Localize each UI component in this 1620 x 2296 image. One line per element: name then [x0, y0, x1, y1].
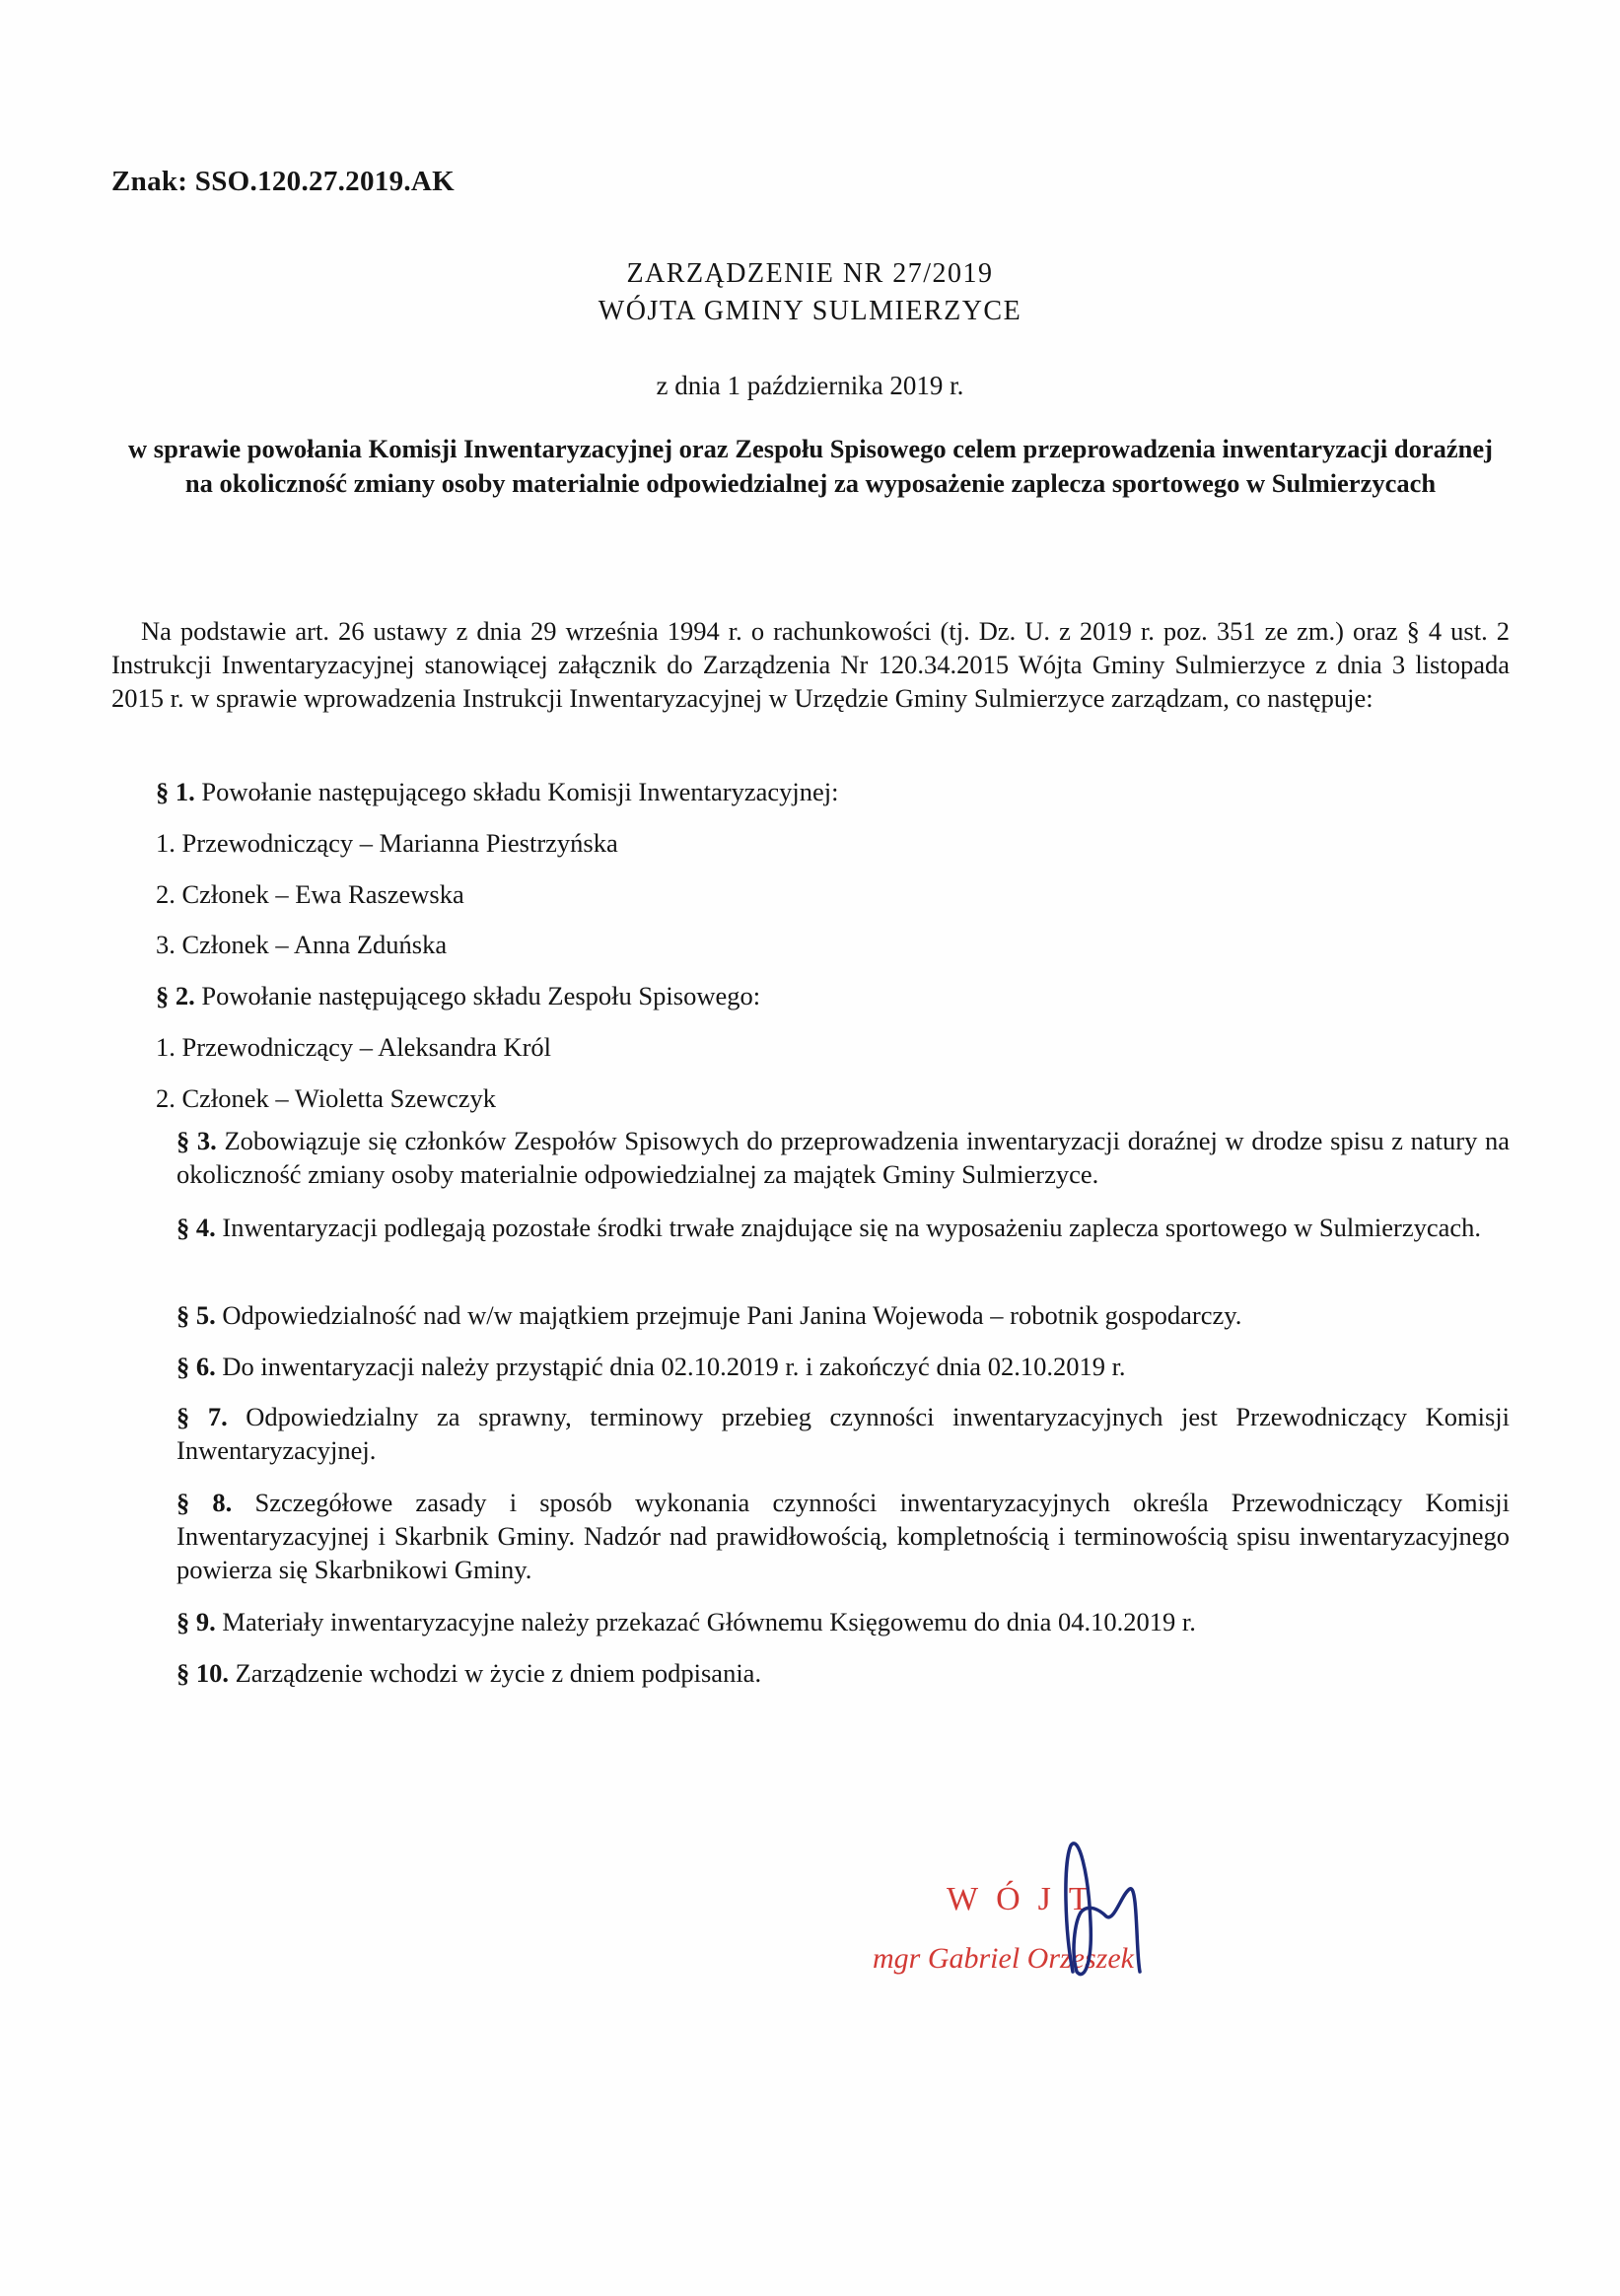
- signature-stroke: [1066, 1844, 1140, 1975]
- section-text: Materiały inwentaryzacyjne należy przekazać Głównemu Księgowemu do dnia 04.10.2019 r.: [222, 1607, 1196, 1636]
- section-number: § 1.: [156, 777, 195, 806]
- section-number: § 8.: [176, 1488, 233, 1517]
- section-number: § 6.: [176, 1352, 216, 1381]
- section-number: § 4.: [176, 1213, 216, 1242]
- section-8: [111, 1486, 1510, 1586]
- section-9: [111, 1605, 1510, 1638]
- section-5: [111, 1298, 1510, 1332]
- section-10: [111, 1656, 1510, 1690]
- section-2: [156, 981, 760, 1011]
- list-item: 3. Członek – Anna Zduńska: [156, 930, 448, 959]
- section-text: Powołanie następującego składu Komisji Inwentaryzacyjnej:: [201, 777, 839, 806]
- section-3: [111, 1124, 1510, 1191]
- document-date: z dnia 1 października 2019 r.: [656, 371, 964, 400]
- section-text: Zarządzenie wchodzi w życie z dniem podpisania.: [235, 1658, 762, 1688]
- section-number: § 2.: [156, 981, 195, 1010]
- section-text: Do inwentaryzacji należy przystąpić dnia 02.10.2019 r. i zakończyć dnia 02.10.2019 r.: [222, 1352, 1126, 1381]
- section-text: Odpowiedzialność nad w/w majątkiem przejmuje Pani Janina Wojewoda – robotnik gospodarczy.: [222, 1300, 1242, 1330]
- list-item: 2. Członek – Wioletta Szewczyk: [156, 1083, 497, 1113]
- section-text: Zobowiązuje się członków Zespołów Spisowych do przeprowadzenia inwentaryzacji doraźnej w drodze spisu z natury na okoliczność zmiany osoby materialnie odpowiedzialnej za majątek Gminy Sulmierzyce.: [176, 1126, 1511, 1189]
- list-item: 1. Przewodniczący – Marianna Piestrzyńska: [156, 828, 618, 858]
- section-text: Odpowiedzialny za sprawny, terminowy przebieg czynności inwentaryzacyjnych jest Przewodniczący Komisji Inwentaryzacyjnej.: [176, 1402, 1510, 1465]
- section-number: § 5.: [176, 1300, 216, 1330]
- document-title: ZARZĄDZENIE NR 27/2019: [626, 258, 994, 289]
- section-text: Powołanie następującego składu Zespołu Spisowego:: [201, 981, 761, 1010]
- section-number: § 9.: [176, 1607, 216, 1636]
- section-number: § 10.: [176, 1658, 229, 1688]
- legal-basis-paragraph: [111, 614, 1510, 715]
- section-1: [156, 777, 839, 807]
- legal-basis-text: Na podstawie art. 26 ustawy z dnia 29 września 1994 r. o rachunkowości (tj. Dz. U. z 2019 r. poz. 351 ze zm.) oraz § 4 ust. 2 Instrukcji Inwentaryzacyjnej stanowiącej załącznik do Zarządzenia Nr 120.34.2015 Wójta Gminy Sulmierzyce z dnia 3 listopada 2015 r. w sprawie wprowadzenia Instrukcji Inwentaryzacyjnej w Urzędzie Gminy Sulmierzyce zarządzam, co następuje:: [111, 616, 1510, 713]
- handwritten-signature: [1045, 1834, 1183, 1982]
- section-number: § 3.: [176, 1126, 217, 1155]
- section-number: § 7.: [176, 1402, 228, 1431]
- section-text: Szczegółowe zasady i sposób wykonania czynności inwentaryzacyjnych określa Przewodniczący Komisji Inwentaryzacyjnej i Skarbnik Gminy. Nadzór nad prawidłowością, kompletnością i terminowością spisu inwentaryzacyjnego powierza się Skarbnikowi Gminy.: [176, 1488, 1511, 1584]
- stamp-title: WÓJT: [947, 1881, 1107, 1917]
- stamp-name: mgr Gabriel Orzeszek: [873, 1942, 1134, 1975]
- section-4: [111, 1211, 1510, 1244]
- document-issuer: WÓJTA GMINY SULMIERZYCE: [598, 296, 1022, 326]
- reference-number: Znak: SSO.120.27.2019.AK: [111, 166, 456, 197]
- section-text: Inwentaryzacji podlegają pozostałe środki trwałe znajdujące się na wyposażeniu zaplecza sportowego w Sulmierzycach.: [222, 1213, 1481, 1242]
- list-item: 1. Przewodniczący – Aleksandra Król: [156, 1032, 552, 1062]
- document-subject: w sprawie powołania Komisji Inwentaryzacyjnej oraz Zespołu Spisowego celem przeprowadzenia inwentaryzacji doraźnej na okoliczność zmiany osoby materialnie odpowiedzialnej za wyposażenie zaplecza sportowego w Sulmierzycach: [128, 434, 1493, 498]
- section-7: [111, 1400, 1510, 1467]
- list-item: 2. Członek – Ewa Raszewska: [156, 879, 464, 909]
- section-6: [111, 1350, 1510, 1383]
